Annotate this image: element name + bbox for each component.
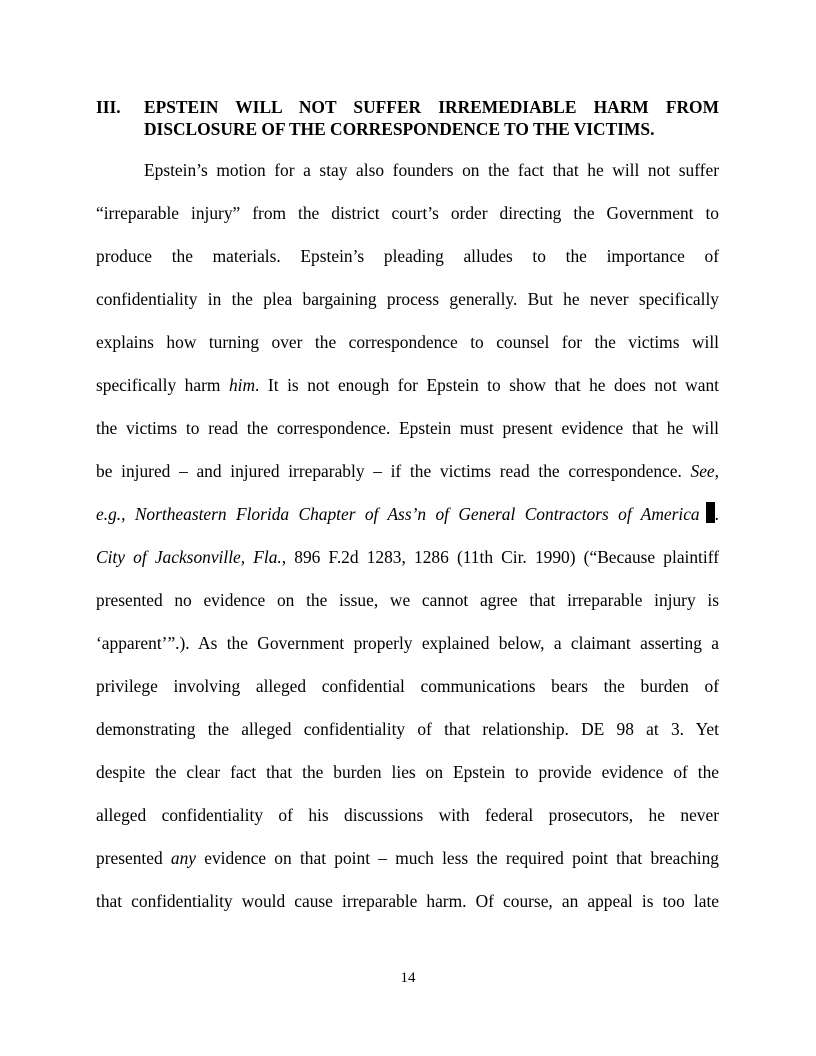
case-name: e.g., Northeastern Florida Chapter of Ass’n of General Contractors of America: [96, 504, 700, 524]
text-line: [96, 364, 719, 407]
text-line: “irreparable injury” from the district court’s order directing the Government to: [96, 203, 719, 223]
text-line: that confidentiality would cause irreparable harm. Of course, an appeal is too late: [96, 891, 719, 911]
text-line: [96, 837, 719, 880]
text-line: Epstein’s motion for a stay also founders on the fact that he will not suffer: [144, 160, 719, 180]
text-run: , 896 F.2d 1283, 1286 (11th Cir. 1990) (“Because plaintiff: [281, 547, 719, 567]
text-line: produce the materials. Epstein’s pleading alludes to the importance of: [96, 246, 719, 266]
text-run: .: [714, 504, 719, 524]
text-line: ‘apparent’”.). As the Government properly explained below, a claimant asserting a: [96, 633, 719, 653]
text-line: demonstrating the alleged confidentiality of that relationship. DE 98 at 3. Yet: [96, 719, 719, 739]
text-line: [96, 493, 719, 536]
section-number: III.: [96, 97, 121, 117]
text-line: privilege involving alleged confidential communications bears the burden of: [96, 676, 719, 696]
text-line: alleged confidentiality of his discussions with federal prosecutors, he never: [96, 805, 719, 825]
section-title: [144, 96, 719, 140]
text-line: [96, 536, 719, 579]
text-line: explains how turning over the correspondence to counsel for the victims will: [96, 332, 719, 352]
text-run: specifically harm: [96, 375, 229, 395]
text-run: be injured – and injured irreparably – if the victims read the correspondence.: [96, 461, 691, 481]
emphasis-text: him: [228, 375, 256, 395]
redaction-mark: [706, 502, 715, 523]
text-line: the victims to read the correspondence. Epstein must present evidence that he will: [96, 418, 719, 438]
text-line: [96, 450, 719, 493]
text-line: confidentiality in the plea bargaining process generally. But he never specifically: [96, 289, 719, 309]
section-title-line-1: EPSTEIN WILL NOT SUFFER IRREMEDIABLE HARM FROM: [144, 97, 719, 117]
body-text: [96, 149, 719, 923]
section-heading: [96, 96, 719, 140]
text-line: despite the clear fact that the burden lies on Epstein to provide evidence of the: [96, 762, 719, 782]
case-name: City of Jacksonville, Fla.: [96, 547, 282, 567]
text-run: . It is not enough for Epstein to show that he does not want: [255, 375, 719, 395]
section-title-line-2: DISCLOSURE OF THE CORRESPONDENCE TO THE VICTIMS.: [144, 119, 655, 139]
text-run: evidence on that point – much less the required point that breaching: [196, 848, 720, 868]
emphasis-text: any: [170, 848, 197, 868]
text-line: presented no evidence on the issue, we cannot agree that irreparable injury is: [96, 590, 719, 610]
text-run: presented: [96, 848, 171, 868]
page-number: 14: [400, 970, 416, 986]
citation-signal: See,: [690, 461, 719, 481]
